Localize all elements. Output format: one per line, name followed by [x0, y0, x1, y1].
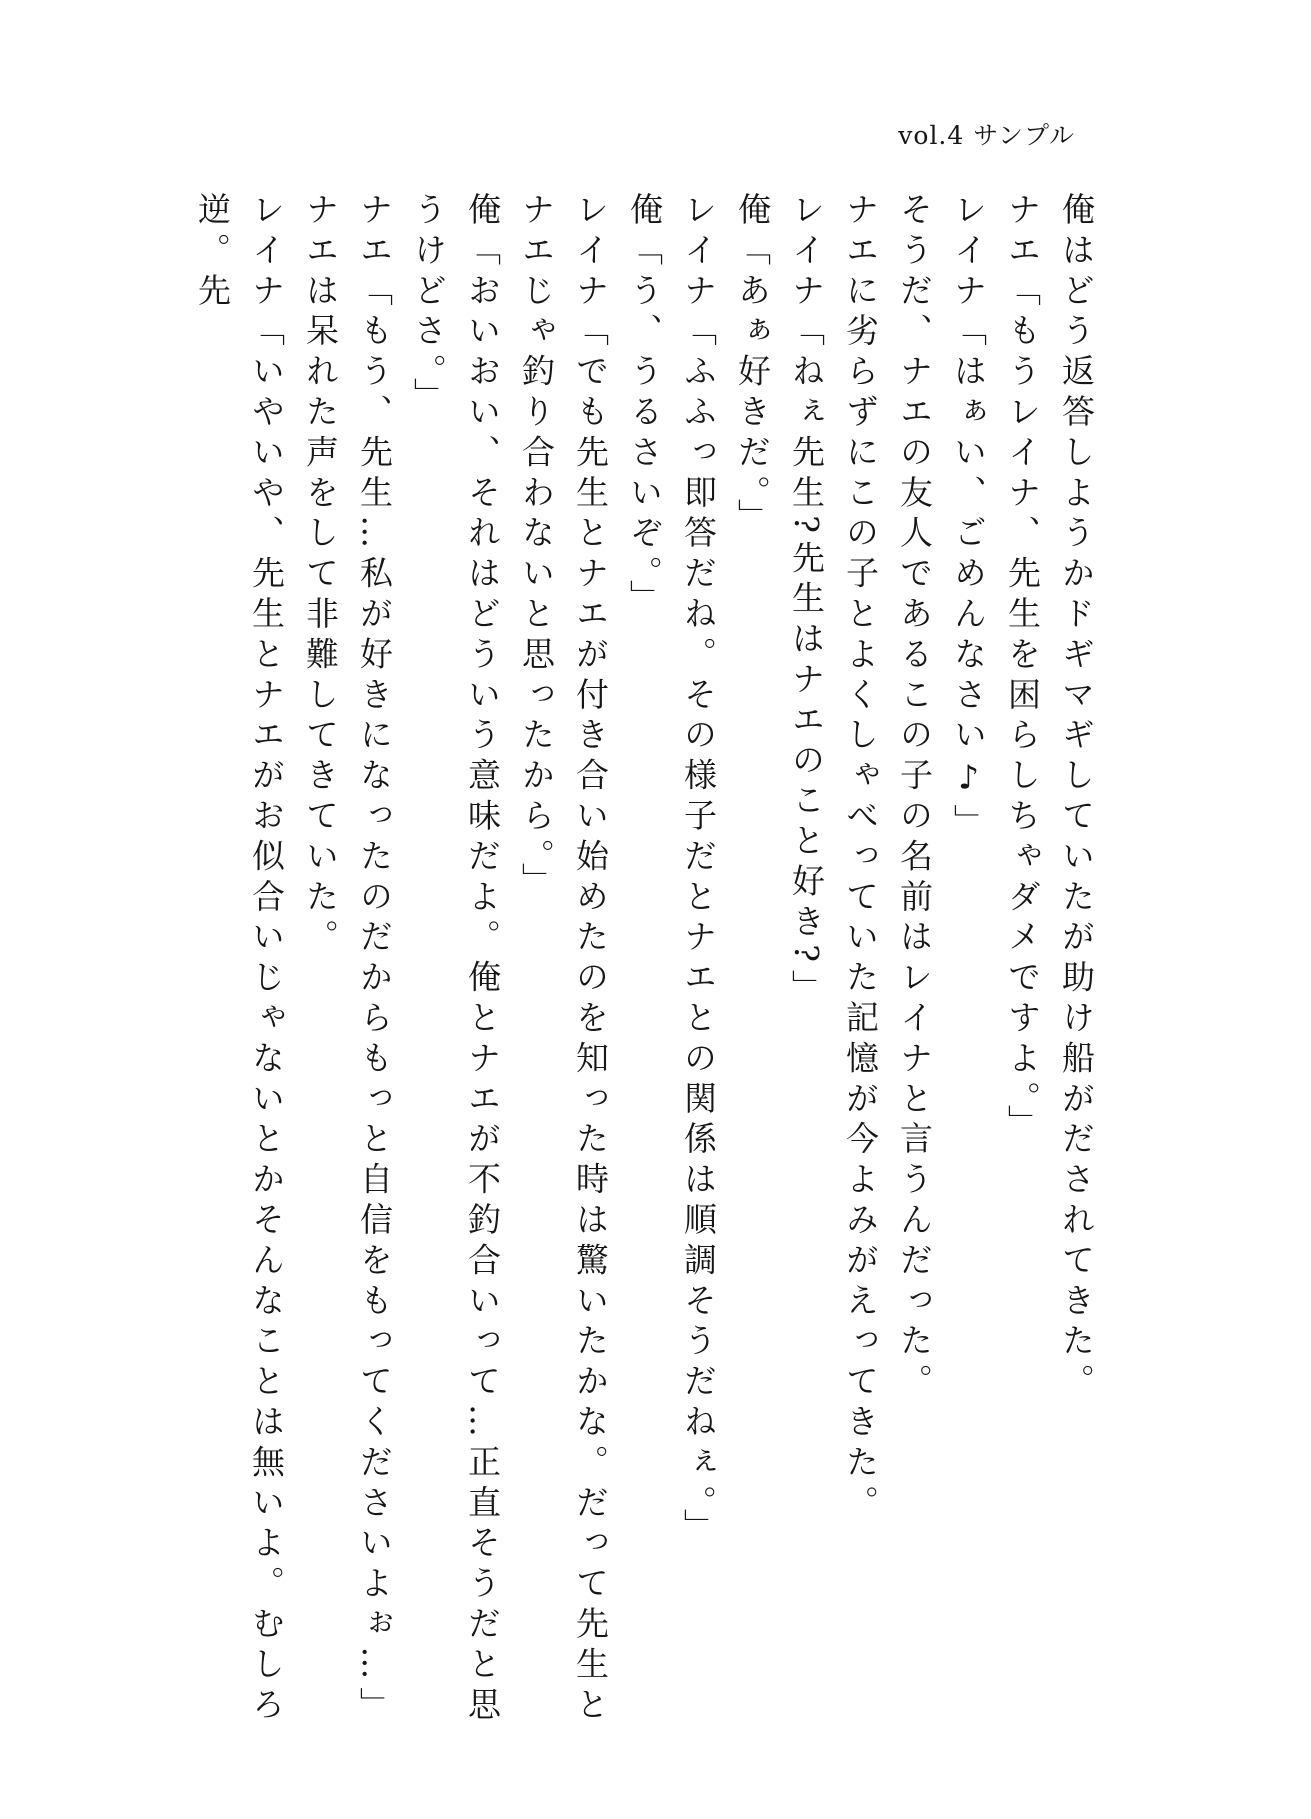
- text-line: レイナ「ふふっ即答だね。その様子だとナエとの関係は順調そうだねぇ。」: [679, 192, 718, 1550]
- text-line: 俺「う、うるさいぞ。」: [625, 192, 664, 620]
- page-header: [898, 116, 1075, 152]
- text-line: 俺「おいおい、それはどういう意味だよ。俺とナエが不釣合いって…正直そうだと思うけどさ。」: [409, 192, 502, 1728]
- text-line: ナエに劣らずにこの子とよくしゃべっていた記憶が今よみがえってきた。: [841, 192, 880, 1526]
- text-line: レイナ「でも先生とナエが付き合い始めたのを知った時は驚いたかな。だって先生とナエじゃ釣り合わないと思ったから。」: [517, 192, 610, 1728]
- text-line: ナエ「もうレイナ、先生を困らしちゃダメですよ。」: [1003, 192, 1042, 1146]
- text-line: 俺はどう返答しようかドギマギしていたが助け船がだされてきた。: [1057, 192, 1096, 1404]
- page-header-title: vol.4 サンプル: [898, 121, 1075, 150]
- text-line: レイナ「いやいや、先生とナエがお似合いじゃないとかそんなことは無いよ。むしろ逆。先: [193, 192, 286, 1728]
- text-line: レイナ「はぁい、ごめんなさい♪」: [949, 192, 988, 845]
- vertical-text-body: [193, 192, 1103, 1732]
- text-line: そうだ、ナエの友人であるこの子の名前はレイナと言うんだった。: [895, 192, 934, 1404]
- text-line: ナエ「もう、先生…私が好きになったのだからもっと自信をもってくださいよぉ…」: [355, 192, 394, 1728]
- text-line: ナエは呆れた声をして非難してきていた。: [301, 192, 340, 960]
- text-line: レイナ「ねぇ先生?先生はナエのこと好き?」: [787, 192, 826, 1010]
- text-line: 俺「あぁ好きだ。」: [733, 192, 772, 540]
